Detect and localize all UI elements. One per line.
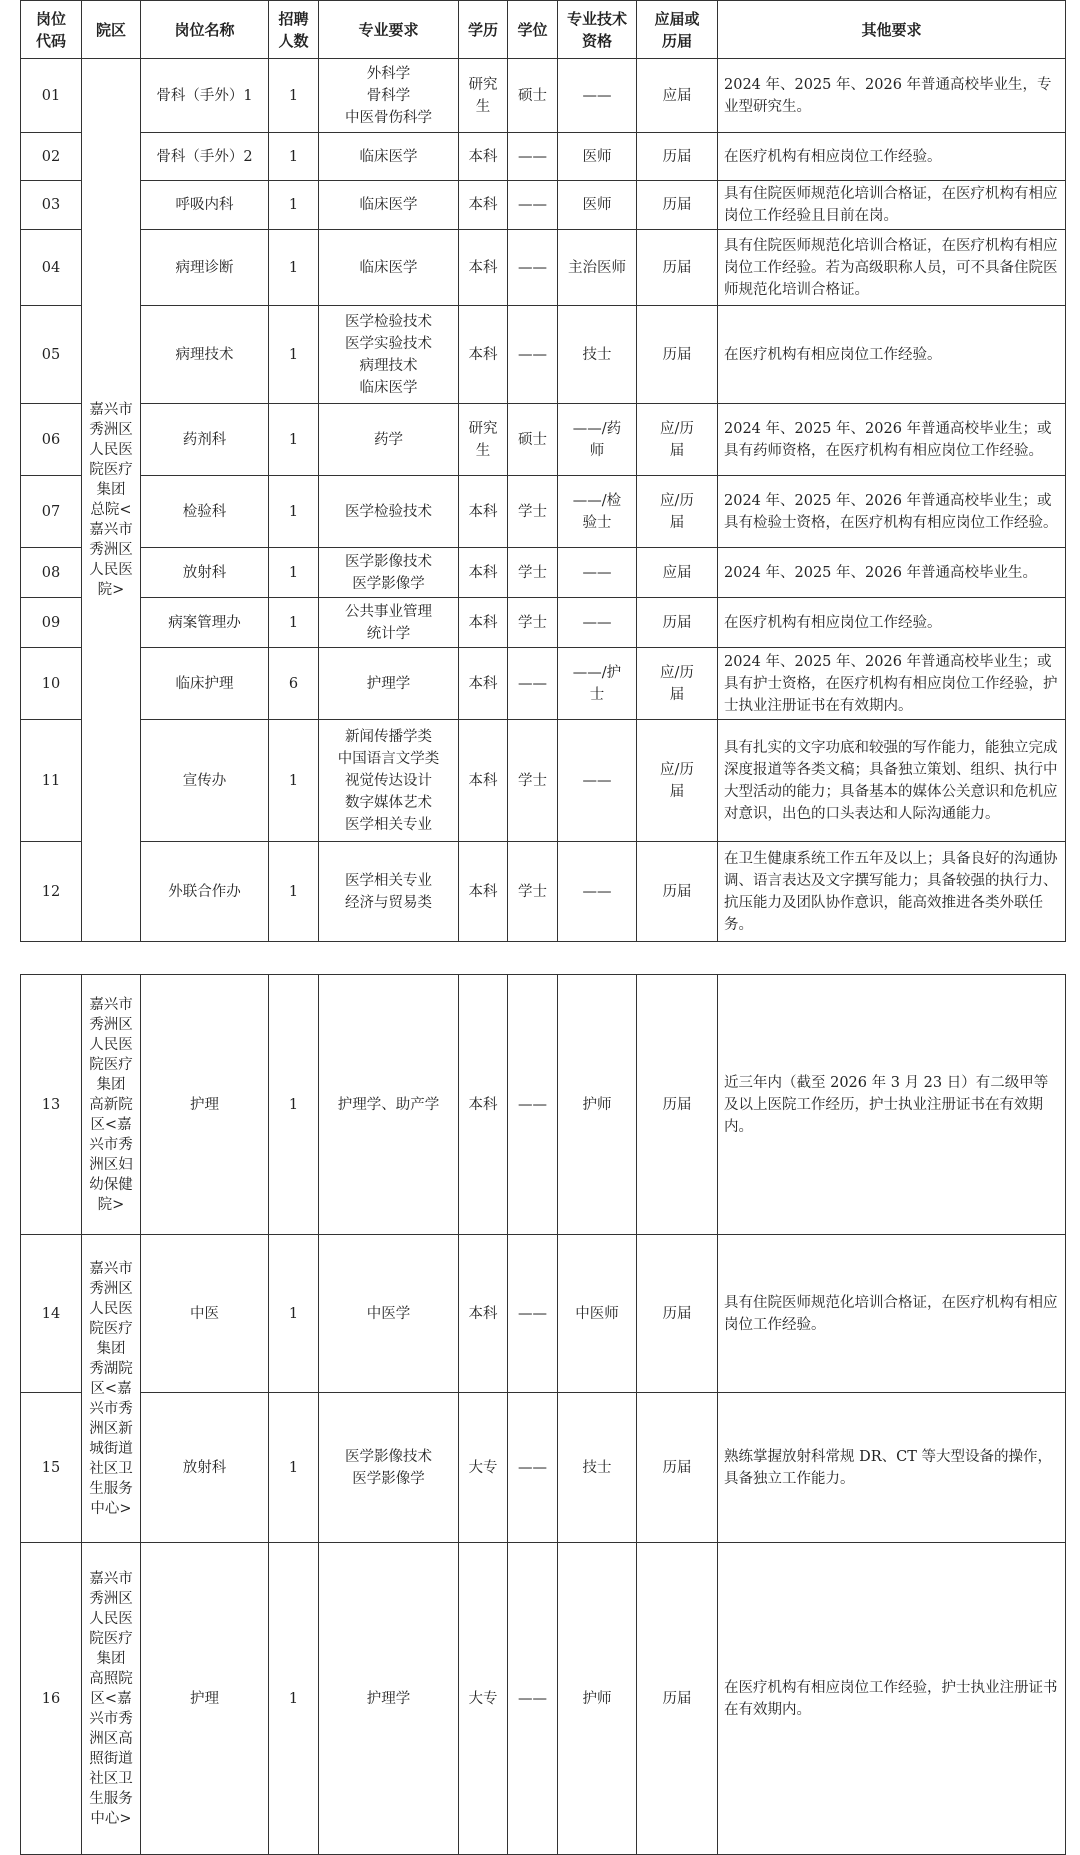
cell-other: 近三年内（截至 2026 年 3 月 23 日）有二级甲等及以上医院工作经历，护士执业注册证书在有效期内。 [718, 975, 1066, 1235]
cell-qual: 主治医师 [558, 230, 637, 306]
cell-name: 护理 [141, 1543, 269, 1855]
cell-qual: ——/护 士 [558, 648, 637, 720]
table-row [21, 1393, 1066, 1543]
cell-major: 护理学、助产学 [319, 975, 459, 1235]
cell-grad: 应届 [637, 59, 718, 133]
cell-qual: —— [558, 59, 637, 133]
cell-edu: 本科 [459, 975, 508, 1235]
cell-degree: 硕士 [508, 59, 558, 133]
cell-major: 护理学 [319, 1543, 459, 1855]
cell-name: 放射科 [141, 1393, 269, 1543]
cell-degree: —— [508, 975, 558, 1235]
cell-grad: 历届 [637, 181, 718, 230]
cell-name: 检验科 [141, 476, 269, 548]
cell-count: 1 [269, 59, 319, 133]
cell-degree: 学士 [508, 598, 558, 648]
cell-degree: —— [508, 648, 558, 720]
cell-grad: 应届 [637, 548, 718, 598]
cell-major: 护理学 [319, 648, 459, 720]
cell-degree: 硕士 [508, 404, 558, 476]
cell-code: 05 [21, 306, 82, 404]
table-row [21, 720, 1066, 842]
cell-other: 2024 年、2025 年、2026 年普通高校毕业生，专业型研究生。 [718, 59, 1066, 133]
cell-other: 具有扎实的文字功底和较强的写作能力，能独立完成深度报道等各类文稿；具备独立策划、组织、执行中大型活动的能力；具备基本的媒体公关意识和危机应对意识，出色的口头表达和人际沟通能力。 [718, 720, 1066, 842]
cell-edu: 本科 [459, 476, 508, 548]
cell-name: 骨科（手外）2 [141, 133, 269, 181]
cell-grad: 历届 [637, 1393, 718, 1543]
cell-edu: 大专 [459, 1543, 508, 1855]
table-row [21, 1543, 1066, 1855]
cell-degree: 学士 [508, 720, 558, 842]
cell-other: 2024 年、2025 年、2026 年普通高校毕业生；或具有药师资格，在医疗机构有相应岗位工作经验。 [718, 404, 1066, 476]
cell-other: 具有住院医师规范化培训合格证，在医疗机构有相应岗位工作经验且目前在岗。 [718, 181, 1066, 230]
table-header-row [21, 1, 1066, 59]
cell-major: 医学影像技术 医学影像学 [319, 548, 459, 598]
cell-qual: —— [558, 842, 637, 942]
cell-code: 14 [21, 1235, 82, 1393]
cell-other: 在医疗机构有相应岗位工作经验。 [718, 598, 1066, 648]
cell-name: 宣传办 [141, 720, 269, 842]
cell-name: 中医 [141, 1235, 269, 1393]
table-row [21, 230, 1066, 306]
cell-name: 呼吸内科 [141, 181, 269, 230]
header-grad: 应届或 历届 [637, 1, 718, 59]
cell-code: 01 [21, 59, 82, 133]
cell-edu: 本科 [459, 133, 508, 181]
cell-count: 1 [269, 1235, 319, 1393]
cell-code: 07 [21, 476, 82, 548]
cell-code: 04 [21, 230, 82, 306]
cell-name: 骨科（手外）1 [141, 59, 269, 133]
cell-major: 临床医学 [319, 133, 459, 181]
cell-degree: —— [508, 133, 558, 181]
cell-degree: 学士 [508, 548, 558, 598]
cell-edu: 研究 生 [459, 404, 508, 476]
cell-other: 在医疗机构有相应岗位工作经验。 [718, 133, 1066, 181]
cell-major: 临床医学 [319, 181, 459, 230]
cell-name: 外联合作办 [141, 842, 269, 942]
cell-major: 医学影像技术 医学影像学 [319, 1393, 459, 1543]
table-row [21, 306, 1066, 404]
cell-major: 公共事业管理 统计学 [319, 598, 459, 648]
cell-edu: 本科 [459, 548, 508, 598]
cell-district: 嘉兴市 秀洲区 人民医 院医疗 集团 总院< 嘉兴市 秀洲区 人民医 院> [82, 59, 141, 942]
cell-other: 在医疗机构有相应岗位工作经验。 [718, 306, 1066, 404]
cell-name: 放射科 [141, 548, 269, 598]
header-name: 岗位名称 [141, 1, 269, 59]
header-qual: 专业技术 资格 [558, 1, 637, 59]
table-row [21, 842, 1066, 942]
header-count: 招聘 人数 [269, 1, 319, 59]
cell-name: 护理 [141, 975, 269, 1235]
cell-grad: 应/历 届 [637, 720, 718, 842]
cell-grad: 应/历 届 [637, 476, 718, 548]
cell-edu: 研究 生 [459, 59, 508, 133]
cell-name: 药剂科 [141, 404, 269, 476]
recruitment-table-part-1 [20, 0, 1066, 942]
table-row [21, 133, 1066, 181]
cell-major: 医学检验技术 [319, 476, 459, 548]
cell-major: 新闻传播学类 中国语言文学类 视觉传达设计 数字媒体艺术 医学相关专业 [319, 720, 459, 842]
cell-count: 1 [269, 133, 319, 181]
cell-major: 医学相关专业 经济与贸易类 [319, 842, 459, 942]
cell-grad: 历届 [637, 975, 718, 1235]
header-other: 其他要求 [718, 1, 1066, 59]
cell-grad: 历届 [637, 230, 718, 306]
cell-code: 11 [21, 720, 82, 842]
cell-qual: 医师 [558, 181, 637, 230]
cell-qual: —— [558, 548, 637, 598]
table-row [21, 59, 1066, 133]
cell-count: 1 [269, 181, 319, 230]
cell-edu: 本科 [459, 598, 508, 648]
cell-degree: —— [508, 181, 558, 230]
table-row [21, 1235, 1066, 1393]
cell-qual: —— [558, 598, 637, 648]
cell-name: 病理技术 [141, 306, 269, 404]
cell-degree: 学士 [508, 476, 558, 548]
cell-grad: 历届 [637, 133, 718, 181]
header-edu: 学历 [459, 1, 508, 59]
cell-major: 医学检验技术 医学实验技术 病理技术 临床医学 [319, 306, 459, 404]
cell-code: 03 [21, 181, 82, 230]
cell-count: 6 [269, 648, 319, 720]
cell-code: 08 [21, 548, 82, 598]
cell-code: 15 [21, 1393, 82, 1543]
cell-degree: 学士 [508, 842, 558, 942]
cell-edu: 本科 [459, 720, 508, 842]
cell-qual: 技士 [558, 306, 637, 404]
cell-grad: 应/历 届 [637, 648, 718, 720]
cell-code: 16 [21, 1543, 82, 1855]
recruitment-table-part-2 [20, 974, 1066, 1855]
cell-grad: 历届 [637, 842, 718, 942]
cell-other: 在卫生健康系统工作五年及以上；具备良好的沟通协调、语言表达及文字撰写能力；具备较强的执行力、抗压能力及团队协作意识，能高效推进各类外联任务。 [718, 842, 1066, 942]
cell-code: 10 [21, 648, 82, 720]
cell-district: 嘉兴市 秀洲区 人民医 院医疗 集团 秀湖院 区<嘉 兴市秀 洲区新 城街道 社区卫 生服务 中心> [82, 1235, 141, 1543]
cell-district: 嘉兴市 秀洲区 人民医 院医疗 集团 高新院 区<嘉 兴市秀 洲区妇 幼保健 院> [82, 975, 141, 1235]
header-code: 岗位 代码 [21, 1, 82, 59]
cell-edu: 大专 [459, 1393, 508, 1543]
cell-qual: 护师 [558, 1543, 637, 1855]
table-row [21, 975, 1066, 1235]
header-major: 专业要求 [319, 1, 459, 59]
cell-edu: 本科 [459, 181, 508, 230]
cell-count: 1 [269, 598, 319, 648]
cell-edu: 本科 [459, 306, 508, 404]
cell-major: 外科学 骨科学 中医骨伤科学 [319, 59, 459, 133]
cell-degree: —— [508, 1543, 558, 1855]
cell-count: 1 [269, 842, 319, 942]
cell-qual: ——/检 验士 [558, 476, 637, 548]
table-row [21, 404, 1066, 476]
cell-edu: 本科 [459, 842, 508, 942]
cell-other: 具有住院医师规范化培训合格证，在医疗机构有相应岗位工作经验。 [718, 1235, 1066, 1393]
table-row [21, 598, 1066, 648]
cell-degree: —— [508, 306, 558, 404]
cell-qual: —— [558, 720, 637, 842]
cell-count: 1 [269, 404, 319, 476]
cell-qual: ——/药 师 [558, 404, 637, 476]
cell-code: 13 [21, 975, 82, 1235]
cell-degree: —— [508, 1235, 558, 1393]
cell-grad: 历届 [637, 1235, 718, 1393]
cell-grad: 历届 [637, 598, 718, 648]
cell-count: 1 [269, 476, 319, 548]
cell-count: 1 [269, 975, 319, 1235]
header-district: 院区 [82, 1, 141, 59]
cell-degree: —— [508, 1393, 558, 1543]
cell-major: 临床医学 [319, 230, 459, 306]
cell-major: 中医学 [319, 1235, 459, 1393]
cell-code: 02 [21, 133, 82, 181]
cell-count: 1 [269, 1543, 319, 1855]
cell-qual: 护师 [558, 975, 637, 1235]
cell-qual: 医师 [558, 133, 637, 181]
cell-grad: 历届 [637, 306, 718, 404]
cell-count: 1 [269, 720, 319, 842]
cell-grad: 历届 [637, 1543, 718, 1855]
cell-edu: 本科 [459, 1235, 508, 1393]
cell-count: 1 [269, 548, 319, 598]
table-row [21, 648, 1066, 720]
cell-edu: 本科 [459, 648, 508, 720]
cell-count: 1 [269, 1393, 319, 1543]
cell-other: 2024 年、2025 年、2026 年普通高校毕业生；或具有护士资格，在医疗机构有相应岗位工作经验，护士执业注册证书在有效期内。 [718, 648, 1066, 720]
cell-qual: 技士 [558, 1393, 637, 1543]
cell-name: 病理诊断 [141, 230, 269, 306]
cell-degree: —— [508, 230, 558, 306]
cell-edu: 本科 [459, 230, 508, 306]
cell-name: 病案管理办 [141, 598, 269, 648]
table-row [21, 476, 1066, 548]
cell-other: 2024 年、2025 年、2026 年普通高校毕业生。 [718, 548, 1066, 598]
header-degree: 学位 [508, 1, 558, 59]
cell-other: 具有住院医师规范化培训合格证，在医疗机构有相应岗位工作经验。若为高级职称人员，可不具备住院医师规范化培训合格证。 [718, 230, 1066, 306]
cell-other: 2024 年、2025 年、2026 年普通高校毕业生；或具有检验士资格，在医疗机构有相应岗位工作经验。 [718, 476, 1066, 548]
cell-code: 09 [21, 598, 82, 648]
cell-major: 药学 [319, 404, 459, 476]
cell-count: 1 [269, 306, 319, 404]
cell-grad: 应/历 届 [637, 404, 718, 476]
table-row [21, 181, 1066, 230]
cell-code: 12 [21, 842, 82, 942]
cell-district: 嘉兴市 秀洲区 人民医 院医疗 集团 高照院 区<嘉 兴市秀 洲区高 照街道 社区卫 生服务 中心> [82, 1543, 141, 1855]
cell-count: 1 [269, 230, 319, 306]
cell-other: 熟练掌握放射科常规 DR、CT 等大型设备的操作，具备独立工作能力。 [718, 1393, 1066, 1543]
cell-name: 临床护理 [141, 648, 269, 720]
cell-code: 06 [21, 404, 82, 476]
cell-other: 在医疗机构有相应岗位工作经验，护士执业注册证书在有效期内。 [718, 1543, 1066, 1855]
cell-qual: 中医师 [558, 1235, 637, 1393]
table-row [21, 548, 1066, 598]
